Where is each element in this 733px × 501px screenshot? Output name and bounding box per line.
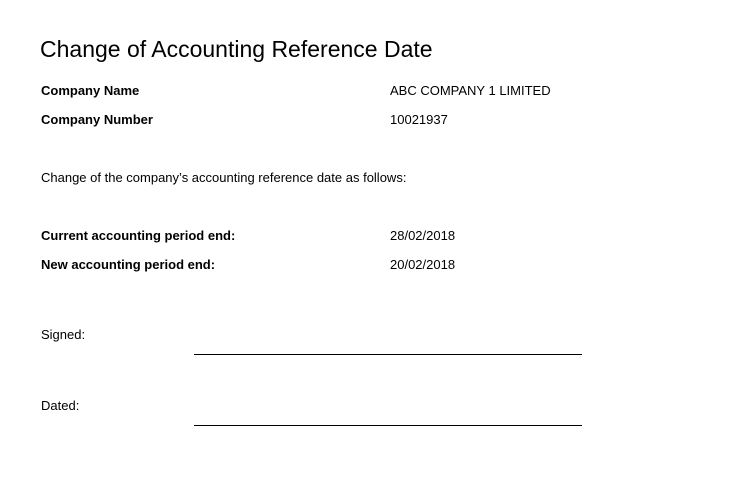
signed-label: Signed: <box>41 327 86 342</box>
dated-label: Dated: <box>41 398 80 413</box>
new-period-label: New accounting period end: <box>41 257 216 272</box>
page-title: Change of Accounting Reference Date <box>40 36 433 62</box>
signature-line <box>194 354 582 355</box>
company-number-value: 10021937 <box>390 112 448 127</box>
company-name-value: ABC COMPANY 1 LIMITED <box>390 83 551 98</box>
company-number-label: Company Number <box>41 112 153 127</box>
current-period-value: 28/02/2018 <box>390 228 456 243</box>
current-period-label: Current accounting period end: <box>41 228 236 243</box>
company-name-label: Company Name <box>41 83 140 98</box>
statement-text: Change of the company’s accounting reference date as follows: <box>41 170 407 185</box>
new-period-value: 20/02/2018 <box>390 257 456 272</box>
date-line <box>194 425 582 426</box>
